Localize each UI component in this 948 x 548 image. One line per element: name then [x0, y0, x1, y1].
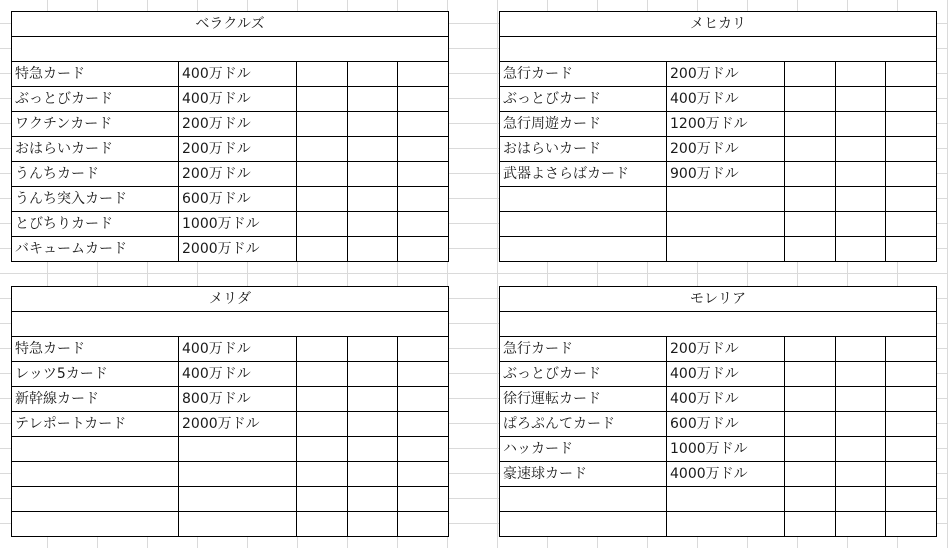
empty-cell[interactable] — [886, 112, 937, 137]
card-name-cell[interactable] — [12, 462, 179, 487]
card-name-cell[interactable]: 豪速球カード — [500, 462, 667, 487]
card-price-cell[interactable]: 400万ドル — [179, 337, 297, 362]
card-name-cell[interactable]: テレポートカード — [12, 412, 179, 437]
card-name-cell[interactable]: ぱろぷんてカード — [500, 412, 667, 437]
card-price-cell[interactable]: 400万ドル — [179, 62, 297, 87]
empty-cell[interactable] — [785, 362, 836, 387]
table-row — [12, 512, 449, 537]
empty-cell[interactable] — [297, 512, 348, 537]
table-row — [500, 162, 937, 187]
empty-cell[interactable] — [836, 512, 886, 537]
empty-cell[interactable] — [886, 412, 937, 437]
card-name-cell[interactable]: 急行周遊カード — [500, 112, 667, 137]
table-row — [500, 512, 937, 537]
empty-cell[interactable] — [785, 112, 836, 137]
empty-cell[interactable] — [836, 112, 886, 137]
card-price-cell[interactable]: 600万ドル — [667, 412, 785, 437]
table-row — [12, 187, 449, 212]
empty-cell[interactable] — [398, 137, 449, 162]
table-veracruz — [11, 11, 449, 262]
card-name-cell[interactable]: 急行カード — [500, 337, 667, 362]
card-name-cell[interactable]: とびちりカード — [12, 212, 179, 237]
city-title-cell[interactable]: メヒカリ — [500, 12, 937, 37]
card-price-cell[interactable]: 4000万ドル — [667, 462, 785, 487]
empty-cell[interactable] — [836, 62, 886, 87]
empty-cell[interactable] — [297, 212, 348, 237]
empty-cell[interactable] — [297, 387, 348, 412]
blank-cell[interactable] — [500, 37, 937, 62]
card-price-cell[interactable] — [667, 187, 785, 212]
card-price-cell[interactable]: 1200万ドル — [667, 112, 785, 137]
empty-cell[interactable] — [836, 162, 886, 187]
card-price-cell[interactable]: 900万ドル — [667, 162, 785, 187]
table-row — [500, 337, 937, 362]
empty-cell[interactable] — [348, 512, 398, 537]
card-name-cell[interactable]: ハッカード — [500, 437, 667, 462]
card-name-cell[interactable]: おはらいカード — [12, 137, 179, 162]
empty-cell[interactable] — [297, 487, 348, 512]
table-row — [500, 187, 937, 212]
blank-row — [500, 312, 937, 337]
empty-cell[interactable] — [785, 512, 836, 537]
table-title-row — [12, 287, 449, 312]
empty-cell[interactable] — [836, 362, 886, 387]
card-price-cell[interactable]: 200万ドル — [667, 137, 785, 162]
empty-cell[interactable] — [886, 387, 937, 412]
empty-cell[interactable] — [785, 412, 836, 437]
empty-cell[interactable] — [297, 237, 348, 262]
table-row — [12, 212, 449, 237]
empty-cell[interactable] — [398, 462, 449, 487]
city-title-cell[interactable]: ベラクルズ — [12, 12, 449, 37]
card-price-cell[interactable] — [179, 487, 297, 512]
table-row — [12, 487, 449, 512]
empty-cell[interactable] — [297, 337, 348, 362]
table-row — [12, 387, 449, 412]
card-price-cell[interactable] — [667, 487, 785, 512]
table-row — [500, 62, 937, 87]
table-row — [12, 162, 449, 187]
card-price-cell[interactable]: 200万ドル — [667, 62, 785, 87]
card-price-cell[interactable]: 400万ドル — [667, 387, 785, 412]
empty-cell[interactable] — [348, 212, 398, 237]
card-price-cell[interactable] — [179, 437, 297, 462]
empty-cell[interactable] — [836, 237, 886, 262]
table-row — [500, 437, 937, 462]
empty-cell[interactable] — [886, 162, 937, 187]
empty-cell[interactable] — [297, 62, 348, 87]
card-name-cell[interactable]: バキュームカード — [12, 237, 179, 262]
empty-cell[interactable] — [836, 337, 886, 362]
empty-cell[interactable] — [836, 212, 886, 237]
empty-cell[interactable] — [886, 212, 937, 237]
table-row — [12, 337, 449, 362]
blank-row — [12, 312, 449, 337]
table-row — [500, 87, 937, 112]
card-price-cell[interactable]: 1000万ドル — [667, 437, 785, 462]
empty-cell[interactable] — [886, 187, 937, 212]
empty-cell[interactable] — [297, 412, 348, 437]
empty-cell[interactable] — [785, 62, 836, 87]
empty-cell[interactable] — [398, 187, 449, 212]
empty-cell[interactable] — [836, 462, 886, 487]
empty-cell[interactable] — [348, 412, 398, 437]
table-row — [12, 437, 449, 462]
blank-cell[interactable] — [12, 312, 449, 337]
card-name-cell[interactable]: 特急カード — [12, 62, 179, 87]
card-price-cell[interactable]: 2000万ドル — [179, 237, 297, 262]
card-name-cell[interactable]: 特急カード — [12, 337, 179, 362]
empty-cell[interactable] — [297, 437, 348, 462]
empty-cell[interactable] — [785, 162, 836, 187]
empty-cell[interactable] — [886, 337, 937, 362]
table-row — [12, 237, 449, 262]
card-name-cell[interactable]: うんち突入カード — [12, 187, 179, 212]
empty-cell[interactable] — [785, 87, 836, 112]
card-name-cell[interactable]: 新幹線カード — [12, 387, 179, 412]
empty-cell[interactable] — [836, 187, 886, 212]
card-price-cell[interactable] — [179, 512, 297, 537]
card-name-cell[interactable]: ぶっとびカード — [500, 87, 667, 112]
card-name-cell[interactable]: ぶっとびカード — [12, 87, 179, 112]
table-row — [500, 462, 937, 487]
card-price-cell[interactable]: 200万ドル — [667, 337, 785, 362]
table-mexicali — [499, 11, 937, 262]
empty-cell[interactable] — [297, 137, 348, 162]
empty-cell[interactable] — [836, 437, 886, 462]
city-title-cell[interactable]: メリダ — [12, 287, 449, 312]
empty-cell[interactable] — [398, 237, 449, 262]
blank-row — [500, 37, 937, 62]
card-price-cell[interactable]: 400万ドル — [667, 87, 785, 112]
empty-cell[interactable] — [836, 412, 886, 437]
table-row — [500, 112, 937, 137]
table-row — [500, 137, 937, 162]
empty-cell[interactable] — [785, 137, 836, 162]
empty-cell[interactable] — [348, 237, 398, 262]
empty-cell[interactable] — [836, 137, 886, 162]
empty-cell[interactable] — [836, 387, 886, 412]
card-name-cell[interactable] — [12, 437, 179, 462]
card-name-cell[interactable] — [12, 487, 179, 512]
empty-cell[interactable] — [348, 487, 398, 512]
empty-cell[interactable] — [785, 487, 836, 512]
empty-cell[interactable] — [886, 237, 937, 262]
card-price-cell[interactable] — [179, 462, 297, 487]
card-name-cell[interactable] — [500, 487, 667, 512]
empty-cell[interactable] — [785, 437, 836, 462]
empty-cell[interactable] — [398, 387, 449, 412]
empty-cell[interactable] — [297, 462, 348, 487]
card-price-cell[interactable]: 1000万ドル — [179, 212, 297, 237]
card-price-cell[interactable]: 400万ドル — [179, 362, 297, 387]
card-price-cell[interactable] — [667, 512, 785, 537]
card-name-cell[interactable]: おはらいカード — [500, 137, 667, 162]
table-morelia — [499, 286, 937, 537]
empty-cell[interactable] — [348, 162, 398, 187]
empty-cell[interactable] — [297, 87, 348, 112]
card-name-cell[interactable]: レッツ5カード — [12, 362, 179, 387]
blank-cell[interactable] — [12, 37, 449, 62]
empty-cell[interactable] — [297, 112, 348, 137]
card-name-cell[interactable] — [500, 237, 667, 262]
table-row — [12, 87, 449, 112]
empty-cell[interactable] — [348, 362, 398, 387]
empty-cell[interactable] — [297, 162, 348, 187]
empty-cell[interactable] — [398, 487, 449, 512]
empty-cell[interactable] — [886, 487, 937, 512]
blank-row — [12, 37, 449, 62]
empty-cell[interactable] — [398, 112, 449, 137]
card-price-cell[interactable]: 200万ドル — [179, 112, 297, 137]
table-row — [12, 362, 449, 387]
card-name-cell[interactable]: ぶっとびカード — [500, 362, 667, 387]
empty-cell[interactable] — [398, 412, 449, 437]
table-row — [500, 387, 937, 412]
card-price-cell[interactable] — [667, 237, 785, 262]
empty-cell[interactable] — [348, 462, 398, 487]
table-row — [500, 212, 937, 237]
empty-cell[interactable] — [886, 137, 937, 162]
card-name-cell[interactable]: ワクチンカード — [12, 112, 179, 137]
empty-cell[interactable] — [785, 387, 836, 412]
empty-cell[interactable] — [348, 187, 398, 212]
card-price-cell[interactable]: 2000万ドル — [179, 412, 297, 437]
table-title-row — [500, 12, 937, 37]
empty-cell[interactable] — [348, 437, 398, 462]
table-merida — [11, 286, 449, 537]
empty-cell[interactable] — [398, 62, 449, 87]
card-price-cell[interactable]: 600万ドル — [179, 187, 297, 212]
table-row — [12, 412, 449, 437]
empty-cell[interactable] — [886, 437, 937, 462]
empty-cell[interactable] — [398, 87, 449, 112]
empty-cell[interactable] — [398, 362, 449, 387]
table-row — [12, 462, 449, 487]
table-row — [500, 362, 937, 387]
empty-cell[interactable] — [785, 212, 836, 237]
empty-cell[interactable] — [836, 87, 886, 112]
table-row — [12, 137, 449, 162]
empty-cell[interactable] — [785, 237, 836, 262]
empty-cell[interactable] — [398, 512, 449, 537]
card-name-cell[interactable]: 武器よさらばカード — [500, 162, 667, 187]
empty-cell[interactable] — [348, 62, 398, 87]
empty-cell[interactable] — [398, 212, 449, 237]
empty-cell[interactable] — [836, 487, 886, 512]
card-price-cell[interactable]: 800万ドル — [179, 387, 297, 412]
empty-cell[interactable] — [886, 87, 937, 112]
table-row — [12, 62, 449, 87]
card-name-cell[interactable] — [12, 512, 179, 537]
empty-cell[interactable] — [398, 337, 449, 362]
empty-cell[interactable] — [348, 337, 398, 362]
card-price-cell[interactable]: 400万ドル — [667, 362, 785, 387]
empty-cell[interactable] — [348, 137, 398, 162]
card-price-cell[interactable]: 200万ドル — [179, 162, 297, 187]
card-price-cell[interactable]: 200万ドル — [179, 137, 297, 162]
empty-cell[interactable] — [886, 512, 937, 537]
empty-cell[interactable] — [348, 387, 398, 412]
card-name-cell[interactable] — [500, 187, 667, 212]
table-row — [500, 487, 937, 512]
empty-cell[interactable] — [886, 462, 937, 487]
empty-cell[interactable] — [785, 187, 836, 212]
empty-cell[interactable] — [785, 462, 836, 487]
table-title-row — [500, 287, 937, 312]
card-name-cell[interactable]: 徐行運転カード — [500, 387, 667, 412]
empty-cell[interactable] — [886, 362, 937, 387]
card-name-cell[interactable]: 急行カード — [500, 62, 667, 87]
card-price-cell[interactable]: 400万ドル — [179, 87, 297, 112]
card-price-cell[interactable] — [667, 212, 785, 237]
table-row — [500, 412, 937, 437]
empty-cell[interactable] — [348, 112, 398, 137]
empty-cell[interactable] — [398, 437, 449, 462]
city-title-cell[interactable]: モレリア — [500, 287, 937, 312]
empty-cell[interactable] — [785, 337, 836, 362]
table-row — [12, 112, 449, 137]
empty-cell[interactable] — [297, 187, 348, 212]
empty-cell[interactable] — [297, 362, 348, 387]
table-row — [500, 237, 937, 262]
blank-cell[interactable] — [500, 312, 937, 337]
card-name-cell[interactable]: うんちカード — [12, 162, 179, 187]
empty-cell[interactable] — [398, 162, 449, 187]
empty-cell[interactable] — [886, 62, 937, 87]
table-title-row — [12, 12, 449, 37]
empty-cell[interactable] — [348, 87, 398, 112]
card-name-cell[interactable] — [500, 212, 667, 237]
card-name-cell[interactable] — [500, 512, 667, 537]
